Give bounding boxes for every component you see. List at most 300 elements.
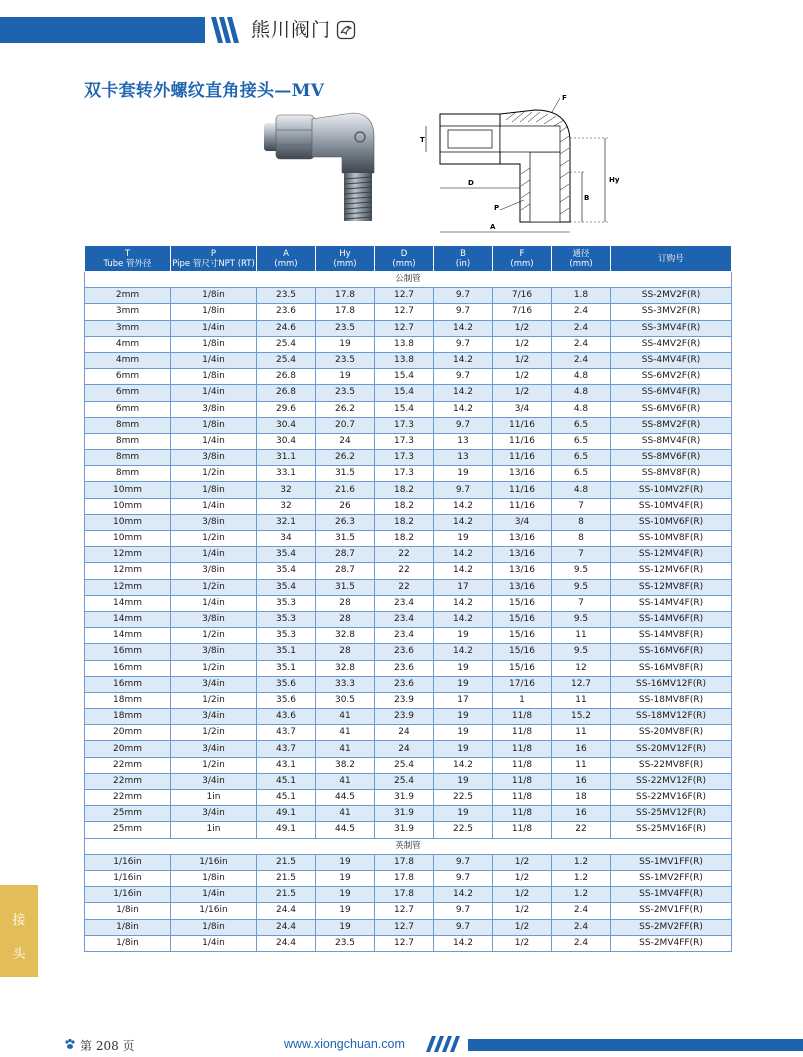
table-cell: 19: [434, 466, 493, 482]
table-cell: 35.1: [257, 660, 316, 676]
table-cell: 35.6: [257, 692, 316, 708]
table-row: [85, 628, 732, 644]
table-cell: SS-10MV2F(R): [611, 482, 732, 498]
table-row: [85, 466, 732, 482]
table-cell: 23.5: [257, 288, 316, 304]
table-cell: SS-18MV12F(R): [611, 709, 732, 725]
table-header-row: [85, 246, 732, 272]
table-cell: 30.5: [316, 692, 375, 708]
table-cell: 12mm: [85, 547, 171, 563]
table-cell: 17.3: [375, 450, 434, 466]
table-cell: SS-6MV2F(R): [611, 369, 732, 385]
table-cell: 1/16in: [85, 870, 171, 886]
table-cell: 31.5: [316, 466, 375, 482]
table-cell: 11/8: [493, 741, 552, 757]
table-cell: 25mm: [85, 806, 171, 822]
column-header-unit: Tube 管外径: [103, 258, 152, 269]
table-cell: 31.5: [316, 579, 375, 595]
label-T: T: [420, 136, 425, 144]
table-cell: SS-4MV4F(R): [611, 352, 732, 368]
table-cell: 14.2: [434, 935, 493, 951]
table-cell: 35.1: [257, 644, 316, 660]
table-cell: 2.4: [552, 352, 611, 368]
table-cell: 30.4: [257, 417, 316, 433]
table-cell: 3/8in: [171, 644, 257, 660]
table-cell: 31.5: [316, 531, 375, 547]
table-cell: 13/16: [493, 563, 552, 579]
table-cell: 41: [316, 709, 375, 725]
table-body: [85, 272, 732, 952]
table-cell: 21.6: [316, 482, 375, 498]
table-cell: 11/8: [493, 773, 552, 789]
table-cell: 17: [434, 692, 493, 708]
table-row: [85, 644, 732, 660]
table-cell: 24.6: [257, 320, 316, 336]
table-cell: 11/8: [493, 709, 552, 725]
table-cell: 14.2: [434, 352, 493, 368]
table-cell: 17: [434, 579, 493, 595]
column-header: [552, 246, 611, 272]
table-cell: 11/16: [493, 417, 552, 433]
table-cell: 25.4: [257, 352, 316, 368]
table-cell: 23.4: [375, 595, 434, 611]
table-cell: 6.5: [552, 450, 611, 466]
table-row: [85, 870, 732, 886]
table-cell: 7: [552, 595, 611, 611]
table-row: [85, 482, 732, 498]
table-cell: 14.2: [434, 887, 493, 903]
table-cell: 26.8: [257, 385, 316, 401]
table-cell: 1/4in: [171, 595, 257, 611]
table-cell: 23.9: [375, 709, 434, 725]
table-cell: 28.7: [316, 547, 375, 563]
table-cell: 2.4: [552, 903, 611, 919]
table-cell: 3/4: [493, 514, 552, 530]
table-cell: 12.7: [375, 903, 434, 919]
table-cell: 11/8: [493, 822, 552, 838]
table-cell: 23.5: [316, 385, 375, 401]
table-cell: 13.8: [375, 336, 434, 352]
table-row: [85, 822, 732, 838]
table-cell: 19: [434, 676, 493, 692]
table-cell: 24: [316, 433, 375, 449]
table-cell: 16mm: [85, 660, 171, 676]
table-cell: 22mm: [85, 773, 171, 789]
column-header-unit: (mm): [510, 258, 534, 269]
table-cell: SS-12MV8F(R): [611, 579, 732, 595]
table-cell: 1/4in: [171, 498, 257, 514]
table-cell: 22: [552, 822, 611, 838]
page-title: 双卡套转外螺纹直角接头—MV: [84, 81, 325, 101]
table-cell: 10mm: [85, 482, 171, 498]
table-cell: 8: [552, 514, 611, 530]
table-cell: 33.1: [257, 466, 316, 482]
table-cell: 13/16: [493, 579, 552, 595]
table-cell: 2.4: [552, 320, 611, 336]
table-cell: 1/2in: [171, 660, 257, 676]
table-cell: 9.7: [434, 369, 493, 385]
table-cell: 44.5: [316, 822, 375, 838]
table-row: [85, 336, 732, 352]
table-cell: 24: [375, 725, 434, 741]
table-cell: 1/2in: [171, 757, 257, 773]
table-cell: 1/4in: [171, 385, 257, 401]
table-cell: 20mm: [85, 741, 171, 757]
table-cell: 1/8in: [171, 304, 257, 320]
table-cell: 9.7: [434, 482, 493, 498]
table-row: [85, 304, 732, 320]
table-cell: 14.2: [434, 547, 493, 563]
table-cell: 9.5: [552, 611, 611, 627]
table-cell: SS-14MV4F(R): [611, 595, 732, 611]
table-cell: 1/16in: [85, 854, 171, 870]
table-cell: 16mm: [85, 676, 171, 692]
table-cell: 49.1: [257, 822, 316, 838]
table-cell: 15/16: [493, 628, 552, 644]
label-A: A: [490, 223, 496, 231]
table-cell: 1/2in: [171, 628, 257, 644]
table-cell: SS-1MV1FF(R): [611, 854, 732, 870]
table-cell: 45.1: [257, 773, 316, 789]
table-cell: 6mm: [85, 401, 171, 417]
table-cell: 15/16: [493, 595, 552, 611]
table-cell: 19: [434, 725, 493, 741]
table-cell: 35.3: [257, 611, 316, 627]
table-cell: 22: [375, 563, 434, 579]
table-cell: 11: [552, 757, 611, 773]
table-row: [85, 498, 732, 514]
table-cell: 14mm: [85, 611, 171, 627]
table-cell: 3/4in: [171, 709, 257, 725]
column-header: [171, 246, 257, 272]
table-cell: 9.7: [434, 919, 493, 935]
column-header-symbol: 通径: [572, 248, 590, 259]
table-cell: 21.5: [257, 854, 316, 870]
column-header-symbol: B: [460, 248, 466, 259]
table-cell: SS-20MV8F(R): [611, 725, 732, 741]
table-cell: SS-8MV2F(R): [611, 417, 732, 433]
table-cell: 18mm: [85, 709, 171, 725]
table-cell: 23.4: [375, 628, 434, 644]
table-row: [85, 320, 732, 336]
paw-icon: [64, 1038, 76, 1050]
table-cell: 1/2: [493, 320, 552, 336]
table-row: [85, 709, 732, 725]
table-cell: 23.6: [375, 660, 434, 676]
table-cell: 31.9: [375, 806, 434, 822]
table-cell: 25.4: [257, 336, 316, 352]
table-cell: 19: [316, 870, 375, 886]
table-cell: SS-12MV6F(R): [611, 563, 732, 579]
table-cell: 1/2: [493, 935, 552, 951]
table-cell: 1in: [171, 822, 257, 838]
table-cell: 26.3: [316, 514, 375, 530]
table-cell: 32: [257, 482, 316, 498]
table-cell: 14.2: [434, 498, 493, 514]
table-cell: 17/16: [493, 676, 552, 692]
table-cell: 45.1: [257, 790, 316, 806]
table-cell: SS-16MV8F(R): [611, 660, 732, 676]
table-cell: 1/2: [493, 854, 552, 870]
column-header-symbol: A: [283, 248, 289, 259]
table-cell: 19: [316, 336, 375, 352]
table-cell: 8: [552, 531, 611, 547]
table-cell: SS-10MV4F(R): [611, 498, 732, 514]
table-cell: 1/4in: [171, 547, 257, 563]
table-cell: SS-3MV4F(R): [611, 320, 732, 336]
table-cell: 4.8: [552, 482, 611, 498]
table-cell: 7: [552, 498, 611, 514]
table-cell: 23.6: [375, 676, 434, 692]
table-cell: 2.4: [552, 919, 611, 935]
table-cell: 24.4: [257, 935, 316, 951]
table-row: [85, 288, 732, 304]
table-cell: SS-2MV2FF(R): [611, 919, 732, 935]
table-cell: 1/8in: [85, 903, 171, 919]
table-cell: 23.6: [375, 644, 434, 660]
table-cell: SS-18MV8F(R): [611, 692, 732, 708]
table-cell: 6mm: [85, 369, 171, 385]
table-cell: 19: [316, 903, 375, 919]
table-cell: 49.1: [257, 806, 316, 822]
table-row: [85, 547, 732, 563]
table-cell: 23.5: [316, 320, 375, 336]
table-cell: 35.4: [257, 579, 316, 595]
table-row: [85, 611, 732, 627]
table-cell: 7/16: [493, 304, 552, 320]
table-cell: 41: [316, 741, 375, 757]
column-header: [434, 246, 493, 272]
table-row: [85, 514, 732, 530]
table-cell: 12.7: [375, 304, 434, 320]
table-cell: 28: [316, 644, 375, 660]
table-cell: 4.8: [552, 401, 611, 417]
label-B: B: [584, 194, 590, 202]
table-row: [85, 352, 732, 368]
table-row: [85, 433, 732, 449]
table-cell: 12.7: [375, 935, 434, 951]
table-cell: 22.5: [434, 822, 493, 838]
column-header: [375, 246, 434, 272]
table-cell: 6mm: [85, 385, 171, 401]
table-row: [85, 887, 732, 903]
table-cell: SS-25MV16F(R): [611, 822, 732, 838]
table-cell: 14.2: [434, 385, 493, 401]
table-cell: 18.2: [375, 482, 434, 498]
table-cell: 11: [552, 628, 611, 644]
table-cell: SS-10MV8F(R): [611, 531, 732, 547]
table-cell: 14mm: [85, 628, 171, 644]
table-cell: 4.8: [552, 385, 611, 401]
table-cell: 8mm: [85, 433, 171, 449]
table-cell: 16: [552, 806, 611, 822]
table-cell: 38.2: [316, 757, 375, 773]
table-cell: 6.5: [552, 433, 611, 449]
table-cell: 6.5: [552, 466, 611, 482]
table-cell: 1/8in: [171, 919, 257, 935]
table-cell: 9.5: [552, 579, 611, 595]
table-cell: 11: [552, 725, 611, 741]
brand-logo-icon: [336, 20, 356, 40]
table-cell: 9.7: [434, 288, 493, 304]
table-cell: 3/4in: [171, 676, 257, 692]
table-cell: 9.7: [434, 336, 493, 352]
table-cell: SS-2MV2F(R): [611, 288, 732, 304]
table-cell: 19: [434, 531, 493, 547]
table-cell: 21.5: [257, 870, 316, 886]
table-cell: 1/8in: [171, 482, 257, 498]
table-cell: 10mm: [85, 531, 171, 547]
table-cell: 31.1: [257, 450, 316, 466]
table-cell: 43.7: [257, 741, 316, 757]
column-header: [257, 246, 316, 272]
technical-drawing: [420, 92, 640, 238]
table-row: [85, 401, 732, 417]
page-number: 第 208 页: [80, 1039, 135, 1053]
table-cell: 24.4: [257, 919, 316, 935]
table-cell: 34: [257, 531, 316, 547]
table-cell: 30.4: [257, 433, 316, 449]
table-cell: 17.8: [316, 304, 375, 320]
table-cell: 15/16: [493, 660, 552, 676]
table-cell: SS-8MV4F(R): [611, 433, 732, 449]
table-cell: 16: [552, 773, 611, 789]
table-cell: 18: [552, 790, 611, 806]
table-cell: 9.5: [552, 563, 611, 579]
table-cell: 23.5: [316, 935, 375, 951]
table-cell: SS-6MV4F(R): [611, 385, 732, 401]
table-cell: SS-1MV4FF(R): [611, 887, 732, 903]
table-cell: 35.4: [257, 563, 316, 579]
table-cell: 26.8: [257, 369, 316, 385]
table-cell: 44.5: [316, 790, 375, 806]
table-cell: 22mm: [85, 790, 171, 806]
brand-name: 熊川阀门: [251, 19, 332, 41]
label-F: F: [562, 94, 567, 102]
column-header: [316, 246, 375, 272]
table-cell: 3/4in: [171, 773, 257, 789]
website-url[interactable]: www.xiongchuan.com: [284, 1037, 405, 1051]
table-cell: 21.5: [257, 887, 316, 903]
column-header-symbol: D: [400, 248, 408, 259]
table-cell: 9.7: [434, 304, 493, 320]
section-label: 公制管: [85, 272, 732, 288]
table-cell: 13/16: [493, 531, 552, 547]
table-cell: 26.2: [316, 401, 375, 417]
table-cell: 11/16: [493, 450, 552, 466]
table-cell: 32.1: [257, 514, 316, 530]
table-cell: 9.7: [434, 903, 493, 919]
table-cell: 3/4in: [171, 741, 257, 757]
table-cell: 1/2in: [171, 466, 257, 482]
table-cell: 9.7: [434, 854, 493, 870]
header-color-bar: [0, 17, 205, 43]
table-cell: SS-2MV4FF(R): [611, 935, 732, 951]
table-row: [85, 369, 732, 385]
table-cell: 23.9: [375, 692, 434, 708]
table-cell: 20mm: [85, 725, 171, 741]
table-row: [85, 385, 732, 401]
table-cell: 18.2: [375, 498, 434, 514]
table-cell: 23.6: [257, 304, 316, 320]
table-cell: 1/8in: [85, 919, 171, 935]
table-cell: 19: [434, 709, 493, 725]
table-cell: SS-3MV2F(R): [611, 304, 732, 320]
column-header-unit: (mm): [392, 258, 416, 269]
table-cell: 11/8: [493, 790, 552, 806]
table-cell: 12: [552, 660, 611, 676]
table-cell: 1/8in: [171, 369, 257, 385]
column-header-symbol: T: [124, 248, 131, 259]
table-cell: 2mm: [85, 288, 171, 304]
table-cell: 12mm: [85, 579, 171, 595]
table-cell: 1in: [171, 790, 257, 806]
table-row: [85, 676, 732, 692]
table-cell: 31.9: [375, 790, 434, 806]
table-cell: SS-16MV12F(R): [611, 676, 732, 692]
table-cell: 41: [316, 725, 375, 741]
table-cell: 25.4: [375, 773, 434, 789]
table-cell: 12.7: [375, 320, 434, 336]
section-header-row: [85, 272, 732, 288]
table-cell: SS-14MV8F(R): [611, 628, 732, 644]
table-row: [85, 757, 732, 773]
table-cell: 3/4in: [171, 806, 257, 822]
table-cell: 1/2: [493, 352, 552, 368]
table-cell: 4.8: [552, 369, 611, 385]
table-cell: 17.8: [375, 854, 434, 870]
table-cell: 15/16: [493, 611, 552, 627]
table-cell: SS-8MV6F(R): [611, 450, 732, 466]
table-cell: SS-22MV8F(R): [611, 757, 732, 773]
table-cell: SS-25MV12F(R): [611, 806, 732, 822]
table-cell: 19: [316, 369, 375, 385]
table-cell: 1/8in: [171, 336, 257, 352]
table-cell: 14.2: [434, 514, 493, 530]
table-cell: 28.7: [316, 563, 375, 579]
table-cell: 1/16in: [85, 887, 171, 903]
table-cell: 23.5: [316, 352, 375, 368]
table-row: [85, 935, 732, 951]
table-cell: 19: [434, 806, 493, 822]
table-cell: 4mm: [85, 336, 171, 352]
table-row: [85, 531, 732, 547]
column-header-unit: (mm): [274, 258, 298, 269]
spec-table: [84, 245, 732, 952]
table-cell: 4mm: [85, 352, 171, 368]
table-cell: 14.2: [434, 401, 493, 417]
table-cell: 29.6: [257, 401, 316, 417]
table-cell: 1/2: [493, 919, 552, 935]
table-cell: 15.4: [375, 385, 434, 401]
table-cell: 35.3: [257, 628, 316, 644]
table-cell: 1/4in: [171, 935, 257, 951]
table-cell: 1/2in: [171, 531, 257, 547]
table-row: [85, 450, 732, 466]
table-row: [85, 660, 732, 676]
table-cell: 1/4in: [171, 433, 257, 449]
table-row: [85, 773, 732, 789]
table-cell: 14.2: [434, 563, 493, 579]
table-cell: 35.4: [257, 547, 316, 563]
table-cell: 8mm: [85, 450, 171, 466]
table-cell: 7/16: [493, 288, 552, 304]
table-cell: 14.2: [434, 595, 493, 611]
table-cell: 3/4: [493, 401, 552, 417]
side-tab-char-1: 接: [12, 913, 26, 928]
table-cell: 1/2: [493, 369, 552, 385]
table-cell: 1.2: [552, 870, 611, 886]
